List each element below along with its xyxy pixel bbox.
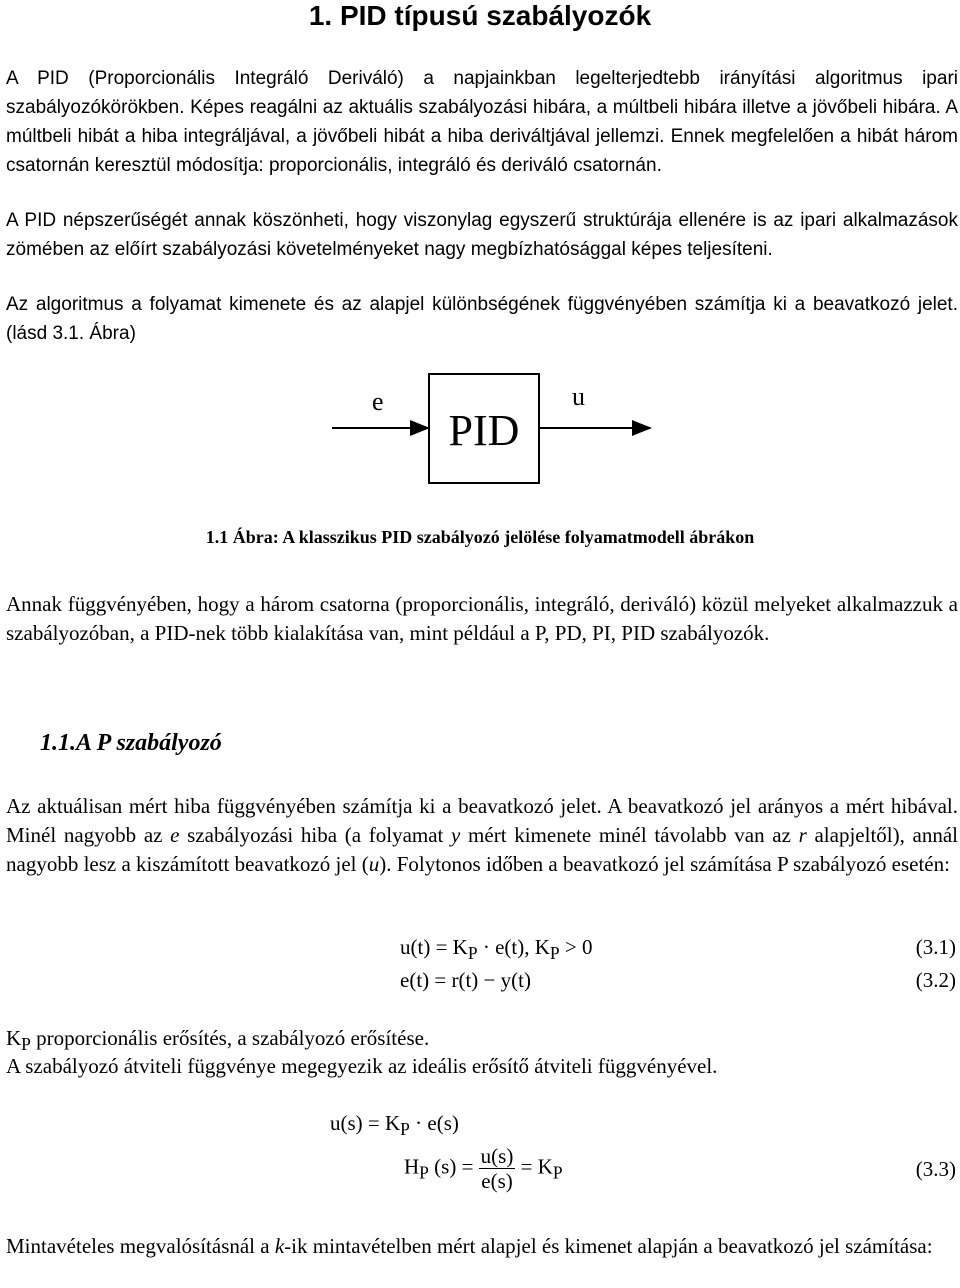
equation-3-3b: $H_P$ (s) = $\frac{u(s)}{e(s)}$ = $K_P$ (404, 1144, 563, 1193)
equation-3-2: e(t) = r(t) − y(t) (400, 968, 531, 992)
transfer-function-sentence: A szabályozó átviteli függvénye megegyezik az ideális erősítő átviteli függvényével. (6, 1054, 718, 1078)
equation-3-1: $u(t) = K_P \cdot e(t)$, $K_P > 0$ (400, 935, 593, 964)
output-label-u: u (572, 382, 585, 411)
page-title: 1. PID típusú szabályozók (308, 0, 652, 31)
equation-number-3-3: (3.3) (915, 1157, 956, 1181)
sampled-implementation-paragraph: Mintavételes megvalósításnál a k-ik mintavételben mért alapjel és kimenet alapján a beavatkozó jel számítása: (6, 1234, 933, 1258)
variants-paragraph: Annak függvényében, hogy a három csatorna (proporcionális, integráló, deriváló) közül melyeket alkalmazzuk a szabályozóban, a PID-nek több kialakítása van, mint például a P, PD, PI, PID szabályozók. (6, 592, 958, 645)
pid-block-label: PID (448, 406, 520, 455)
kp-definition: $K_P$ proporcionális erősítés, a szabályozó erősítése. (6, 1026, 430, 1055)
intro-paragraph-3: Az algoritmus a folyamat kimenete és az alapjel különbségének függvényében számítja ki a beavatkozó jelet. (lásd 3.1. Ábra) (6, 294, 958, 344)
equation-number-3-1: (3.1) (915, 935, 956, 959)
equation-3-3a: $u(s) = K_P \cdot e(s)$ (330, 1111, 459, 1140)
intro-paragraph-2: A PID népszerűségét annak köszönheti, hogy viszonylag egyszerű struktúrája ellenére is az ipari alkalmazások zömében az előírt szabályozási követelményeket nagy megbízhatósággal képes teljesíteni. (6, 210, 958, 260)
equation-number-3-2: (3.2) (915, 968, 956, 992)
pid-block-diagram (300, 365, 660, 500)
intro-paragraph-1: A PID (Proporcionális Integráló Deriváló) a napjainkban legelterjedtebb irányítási algoritmus ipari szabályozókörökben. Képes reagálni az aktuális szabályozási hibára, a múltbeli hibára illetve a jövőbeli hibára. A múltbeli hibát a hiba integráljával, a jövőbeli hibát a hiba deriváltjával jellemzi. Ennek megfelelően a hibát három csatornán keresztül módosítja: proporcionális, integráló és deriváló csatornán. (6, 68, 958, 176)
pid-diagram-svg (300, 365, 660, 495)
transfer-fraction: $\frac{u(s)}{e(s)}$ (480, 1144, 514, 1193)
figure-caption: 1.1 Ábra: A klasszikus PID szabályozó jelölése folyamatmodell ábrákon (205, 527, 755, 547)
input-label-e: e (372, 387, 384, 416)
p-controller-paragraph: Az aktuálisan mért hiba függvényében számítja ki a beavatkozó jelet. A beavatkozó jel arányos a mért hibával. Minél nagyobb az e szabályozási hiba (a folyamat y mért kimenete minél távolabb van az r alapjeltől), annál nagyobb lesz a kiszámított beavatkozó jel (u). Folytonos időben a beavatkozó jel számítása P szabályozó esetén: (6, 794, 959, 876)
section-heading: 1.1.A P szabályozó (40, 730, 222, 756)
